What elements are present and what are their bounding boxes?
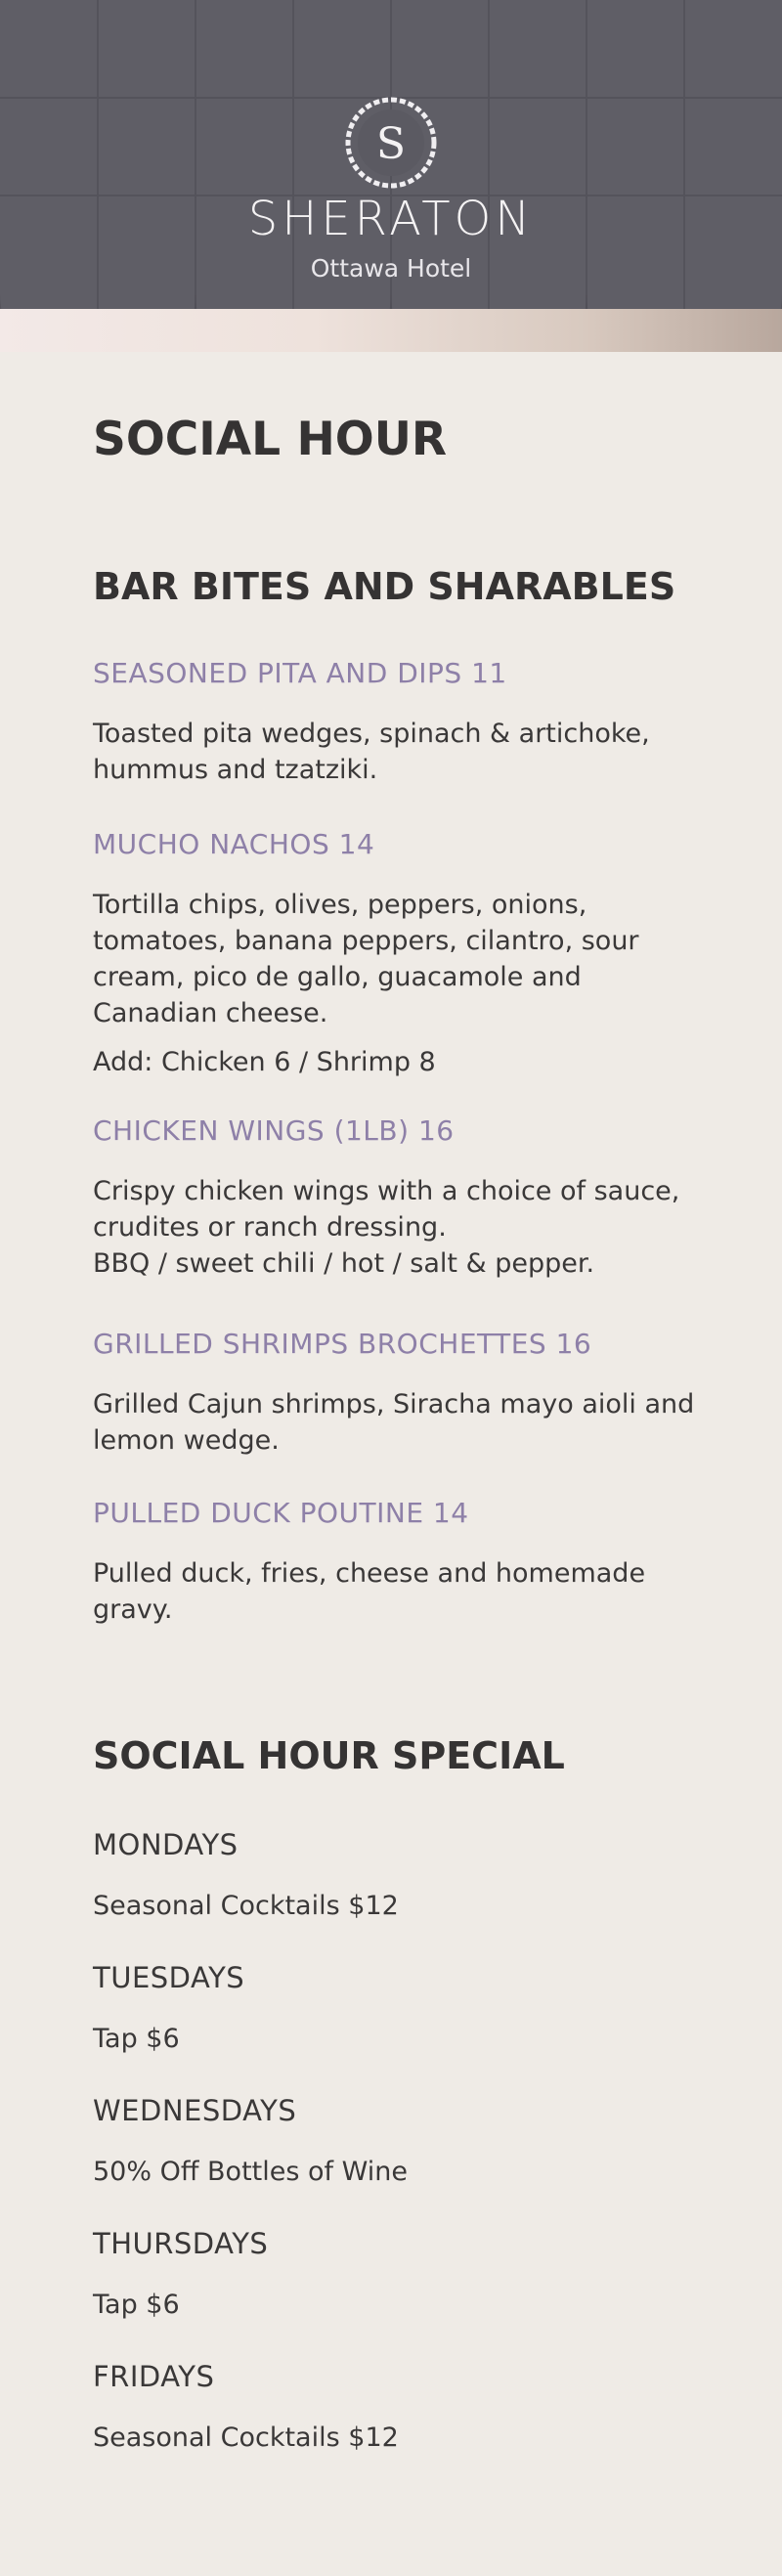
brand-name: SHERATON [247,192,535,246]
menu-item-description [93,716,699,788]
description-line: lemon wedge. [93,1425,280,1456]
section-title-bar-bites: BAR BITES AND SHARABLES [93,565,676,608]
menu-item-description [93,1555,699,1628]
special-day-offer: Tap $6 [93,2024,180,2054]
description-line: gravy. [93,1594,173,1625]
menu-item-description [93,887,699,1031]
description-line: Crispy chicken wings with a choice of sauce, [93,1176,680,1206]
decorative-gradient-strip [0,309,782,352]
description-line: BBQ / sweet chili / hot / salt & pepper. [93,1248,595,1279]
brand-block [0,0,782,309]
logo-letter: S [375,119,407,169]
description-line: crudites or ranch dressing. [93,1212,447,1243]
special-day-title: MONDAYS [93,1828,239,1861]
description-line: tomatoes, banana peppers, cilantro, sour [93,926,639,956]
hotel-header [0,0,782,309]
description-line: hummus and tzatziki. [93,755,378,785]
menu-item-title: CHICKEN WINGS (1LB) 16 [93,1114,455,1147]
special-day-title: WEDNESDAYS [93,2094,297,2127]
menu-item-title: GRILLED SHRIMPS BROCHETTES 16 [93,1328,592,1360]
special-day-offer: 50% Off Bottles of Wine [93,2157,408,2187]
sheraton-s-emblem-icon [342,94,440,192]
menu-item-title: PULLED DUCK POUTINE 14 [93,1497,469,1529]
description-line: cream, pico de gallo, guacamole and [93,962,582,992]
special-day-title: THURSDAYS [93,2227,269,2260]
description-line: Canadian cheese. [93,998,328,1028]
menu-item-addon: Add: Chicken 6 / Shrimp 8 [93,1047,436,1077]
description-line: Tortilla chips, olives, peppers, onions, [93,890,587,920]
special-day-offer: Seasonal Cocktails $12 [93,1891,399,1921]
special-day-title: TUESDAYS [93,1961,245,1994]
hotel-location: Ottawa Hotel [310,254,472,283]
special-day-offer: Tap $6 [93,2290,180,2320]
menu-item-description [93,1386,699,1459]
description-line: Grilled Cajun shrimps, Siracha mayo aioli and [93,1389,695,1419]
menu-item-title: SEASONED PITA AND DIPS 11 [93,657,507,689]
special-day-offer: Seasonal Cocktails $12 [93,2423,399,2453]
section-title-special: SOCIAL HOUR SPECIAL [93,1734,565,1777]
special-day-title: FRIDAYS [93,2360,215,2393]
menu-item-description [93,1173,699,1282]
description-line: Toasted pita wedges, spinach & artichoke, [93,719,650,749]
page-title: SOCIAL HOUR [93,413,448,466]
description-line: Pulled duck, fries, cheese and homemade [93,1558,646,1589]
menu-item-title: MUCHO NACHOS 14 [93,828,375,860]
